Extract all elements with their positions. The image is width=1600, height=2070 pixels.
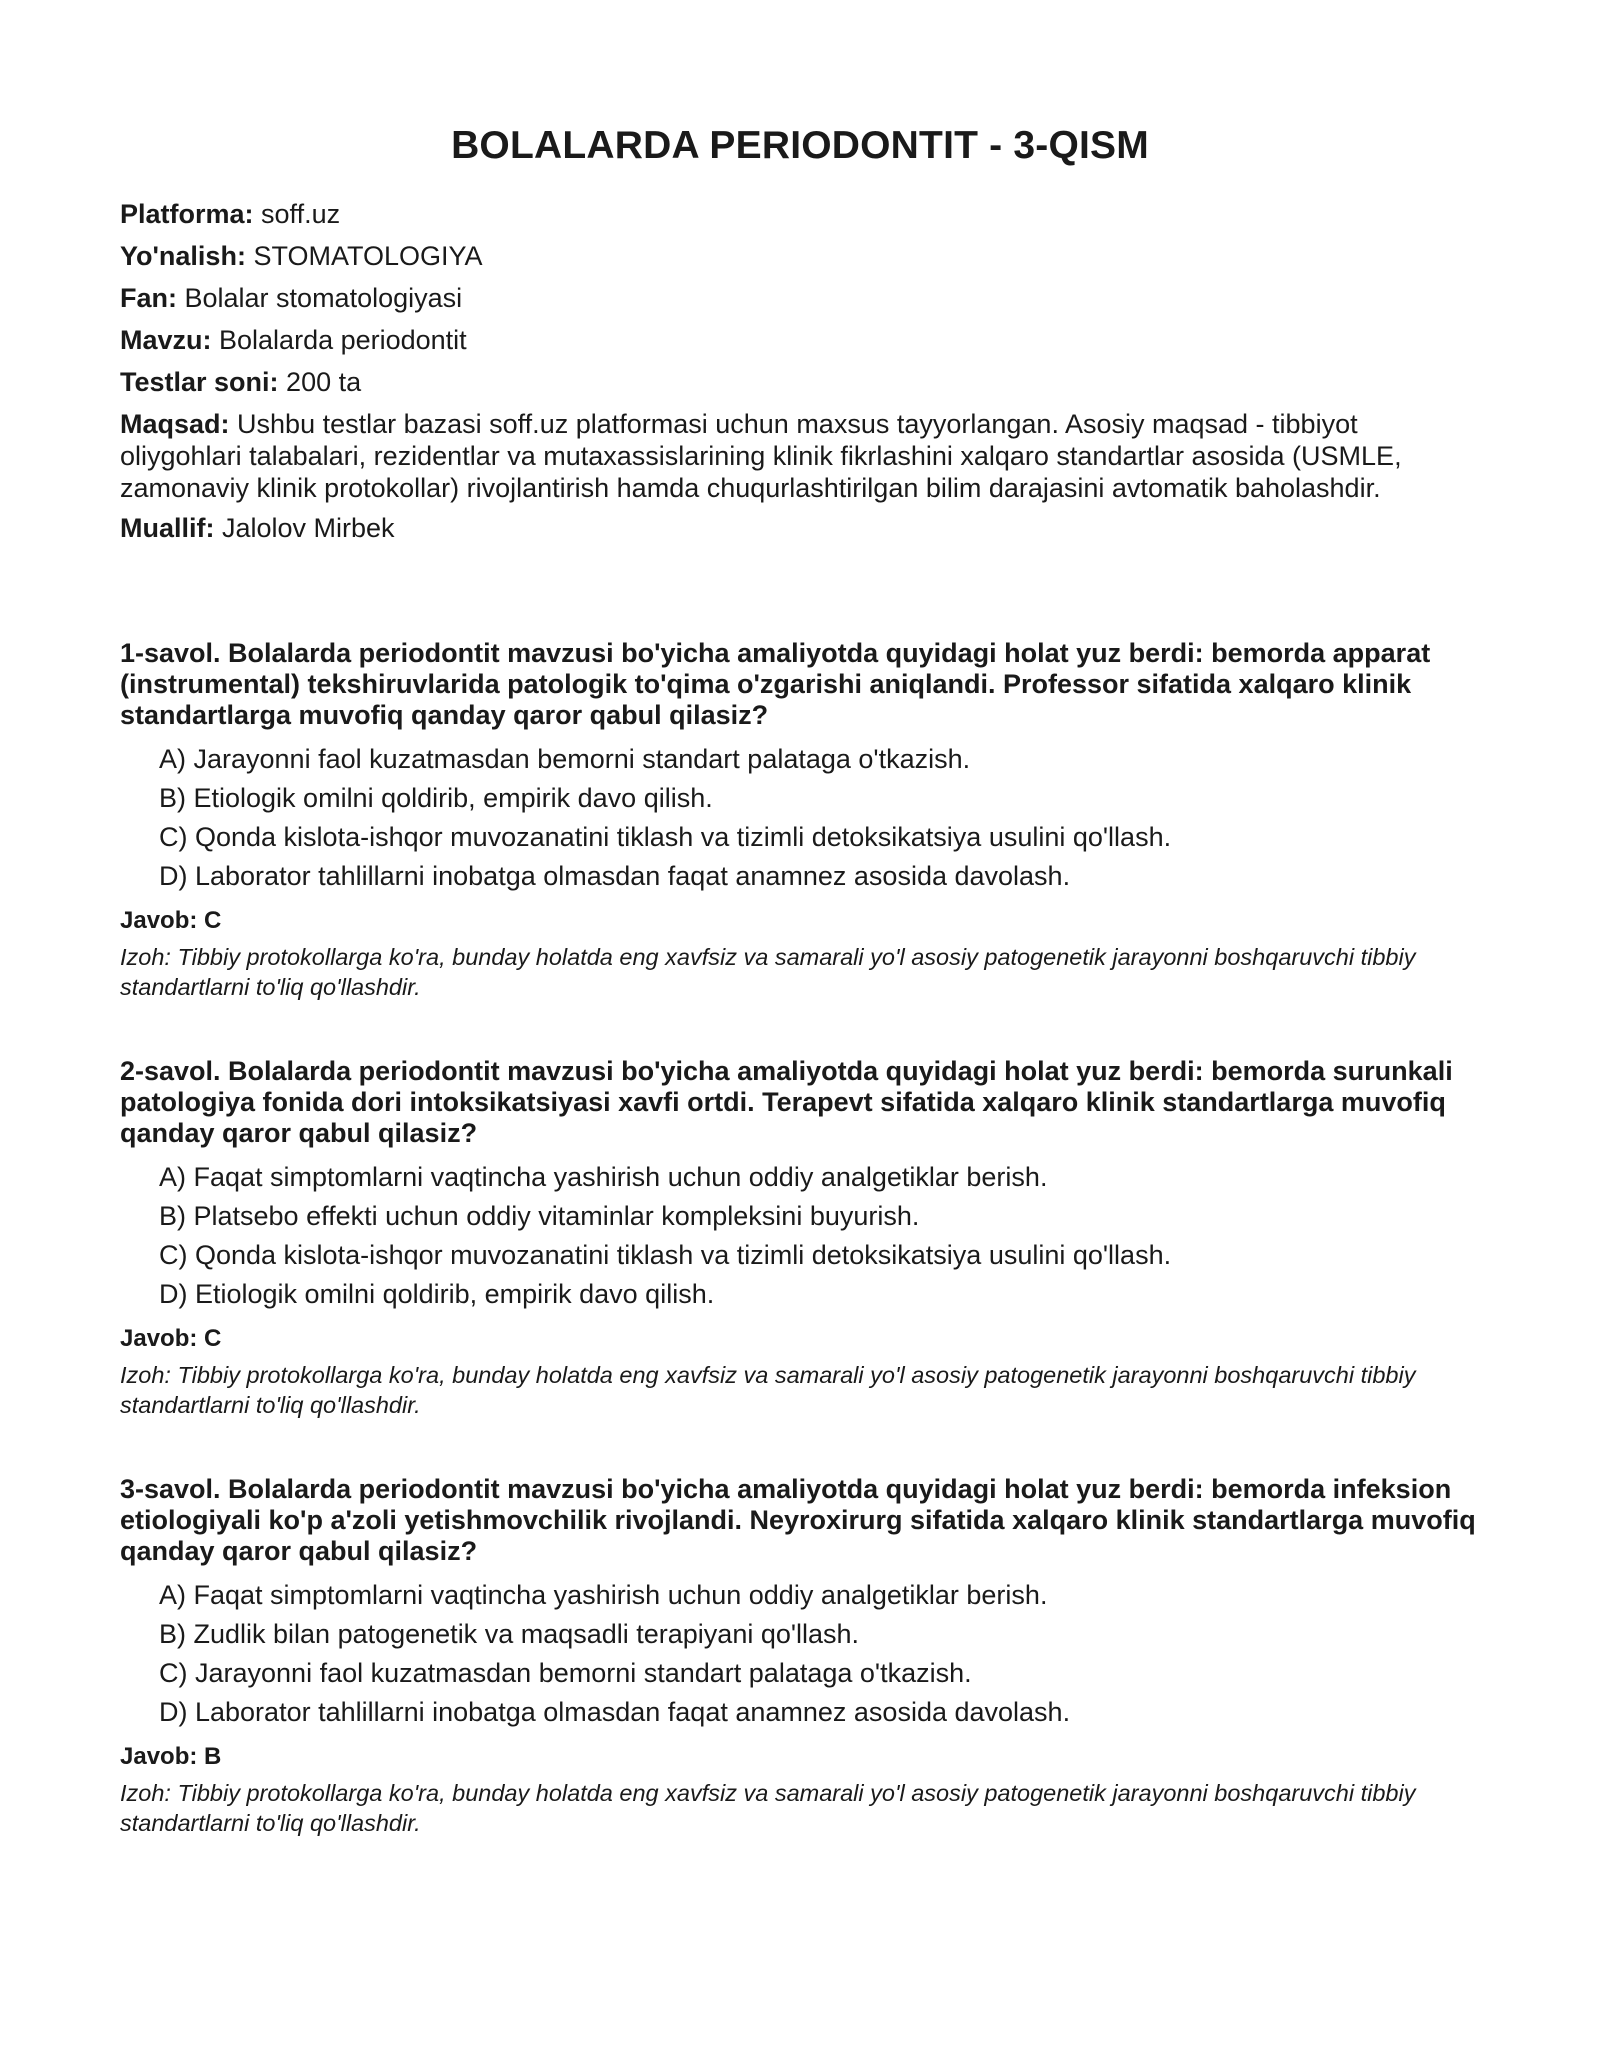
meta-value: soff.uz [253,199,341,229]
meta-label: Testlar soni: [120,367,279,397]
correct-answer: Javob: C [120,1325,222,1352]
option-c: C) Qonda kislota-ishqor muvozanatini tiklash va tizimli detoksikatsiya usulini qo'llash. [159,1240,1172,1270]
meta-label: Yo'nalish: [120,241,246,271]
question-item [120,1056,1480,1420]
answer-explanation: Izoh: Tibbiy protokollarga ko'ra, bunday holatda eng xavfsiz va samarali yo'l asosiy patogenetik jarayonni boshqaruvchi tibbiy standartlarni to'liq qo'llashdir. [120,1780,1416,1836]
meta-value: Ushbu testlar bazasi soff.uz platformasi uchun maxsus tayyorlangan. Asosiy maqsad - tibbiyot oliygohlari talabalari, rezidentlar va mutaxassislarining klinik fikrlashini xalqaro standartlar asosida (USMLE, zamonaviy klinik protokollar) rivojlantirish hamda chuqurlashtirilgan bilim darajasini avtomatik baholashdir. [120,409,1402,503]
meta-value: STOMATOLOGIYA [245,241,483,271]
meta-goal [120,408,1480,504]
question-item [120,1474,1480,1838]
meta-value: Bolalar stomatologiyasi [177,283,463,313]
option-b: B) Platsebo effekti uchun oddiy vitaminlar kompleksini buyurish. [159,1201,920,1231]
page-title: BOLALARDA PERIODONTIT - 3-QISM [451,124,1149,167]
document-meta [120,198,1480,544]
option-d: D) Laborator tahlillarni inobatga olmasdan faqat anamnez asosida davolash. [159,861,1071,891]
option-d: D) Etiologik omilni qoldirib, empirik davo qilish. [159,1279,715,1309]
answer-options [120,1161,1480,1310]
meta-label: Platforma: [120,199,254,229]
meta-platform [120,198,1480,230]
answer-options [120,743,1480,892]
option-c: C) Jarayonni faol kuzatmasdan bemorni standart palataga o'tkazish. [159,1658,972,1688]
meta-subject [120,282,1480,314]
meta-label: Mavzu: [120,325,212,355]
option-b: B) Etiologik omilni qoldirib, empirik davo qilish. [159,783,713,813]
correct-answer: Javob: C [120,907,222,934]
option-a: A) Faqat simptomlarni vaqtincha yashirish uchun oddiy analgetiklar berish. [159,1580,1048,1610]
meta-value: Bolalarda periodontit [211,325,467,355]
meta-label: Maqsad: [120,409,230,439]
question-item [120,638,1480,1002]
answer-explanation: Izoh: Tibbiy protokollarga ko'ra, bunday holatda eng xavfsiz va samarali yo'l asosiy patogenetik jarayonni boshqaruvchi tibbiy standartlarni to'liq qo'llashdir. [120,1362,1416,1418]
question-text: 1-savol. Bolalarda periodontit mavzusi bo'yicha amaliyotda quyidagi holat yuz berdi: bemorda apparat (instrumental) tekshiruvlarida patologik to'qima o'zgarishi aniqlandi. Professor sifatida xalqaro klinik standartlarga muvofiq qanday qaror qabul qilasiz? [120,638,1431,730]
meta-test-count [120,366,1480,398]
answer-options [120,1579,1480,1728]
option-c: C) Qonda kislota-ishqor muvozanatini tiklash va tizimli detoksikatsiya usulini qo'llash. [159,822,1172,852]
meta-topic [120,324,1480,356]
option-a: A) Faqat simptomlarni vaqtincha yashirish uchun oddiy analgetiklar berish. [159,1162,1048,1192]
option-d: D) Laborator tahlillarni inobatga olmasdan faqat anamnez asosida davolash. [159,1697,1071,1727]
meta-label: Muallif: [120,513,215,543]
meta-label: Fan: [120,283,177,313]
question-text: 3-savol. Bolalarda periodontit mavzusi bo'yicha amaliyotda quyidagi holat yuz berdi: bemorda infeksion etiologiyali ko'p a'zoli yetishmovchilik rivojlandi. Neyroxirurg sifatida xalqaro klinik standartlarga muvofiq qanday qaror qabul qilasiz? [120,1474,1476,1566]
question-text: 2-savol. Bolalarda periodontit mavzusi bo'yicha amaliyotda quyidagi holat yuz berdi: bemorda surunkali patologiya fonida dori intoksikatsiyasi xavfi ortdi. Terapevt sifatida xalqaro klinik standartlarga muvofiq qanday qaror qabul qilasiz? [120,1056,1453,1148]
answer-explanation: Izoh: Tibbiy protokollarga ko'ra, bunday holatda eng xavfsiz va samarali yo'l asosiy patogenetik jarayonni boshqaruvchi tibbiy standartlarni to'liq qo'llashdir. [120,944,1416,1000]
meta-author [120,512,1480,544]
meta-direction [120,240,1480,272]
meta-value: 200 ta [278,367,362,397]
correct-answer: Javob: B [120,1743,222,1770]
option-a: A) Jarayonni faol kuzatmasdan bemorni standart palataga o'tkazish. [159,744,971,774]
option-b: B) Zudlik bilan patogenetik va maqsadli terapiyani qo'llash. [159,1619,860,1649]
meta-value: Jalolov Mirbek [214,513,395,543]
question-list [120,638,1480,1838]
